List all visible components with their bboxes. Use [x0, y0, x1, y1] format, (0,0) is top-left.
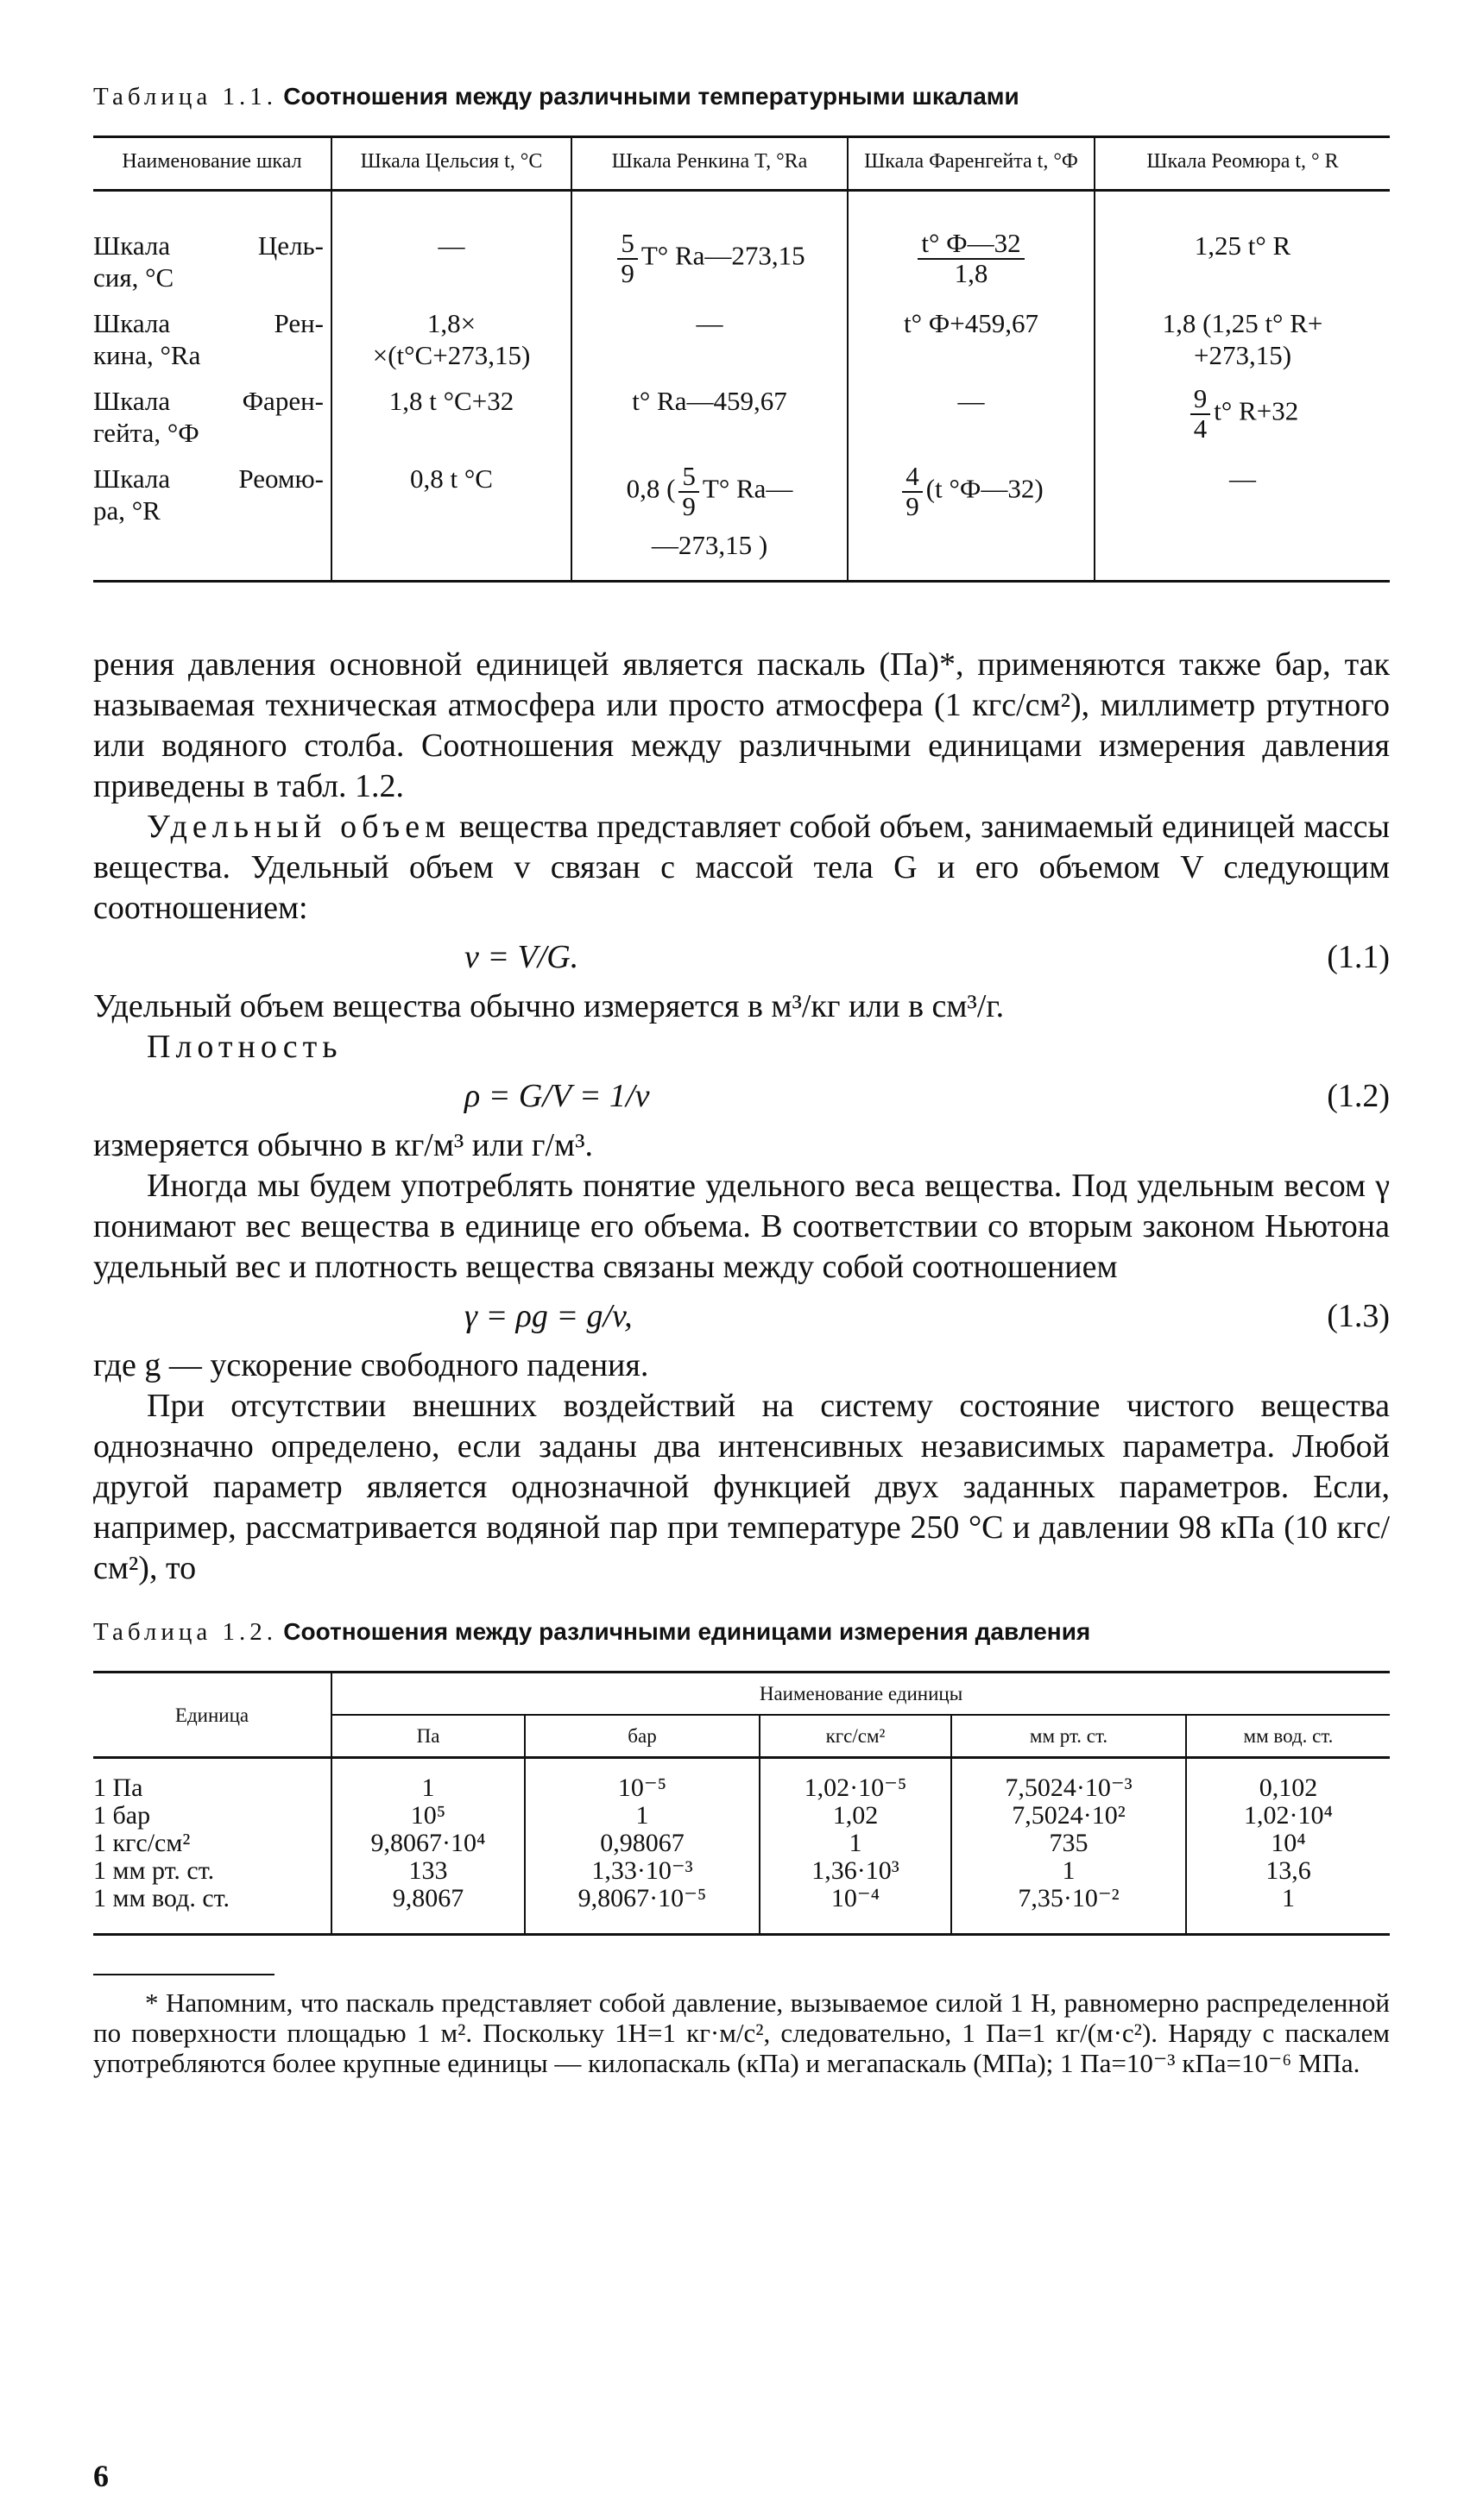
cell-text: (t °Ф—32) — [925, 473, 1044, 504]
numerator: 9 — [1190, 385, 1211, 415]
table-row — [93, 1802, 1390, 1830]
paragraph: Удельный объем вещества обычно измеряется в м³/кг или в см³/г. — [93, 988, 1005, 1025]
table-cell — [1095, 300, 1390, 378]
page — [93, 83, 1390, 2078]
row-name-line: сия, °С — [93, 262, 174, 293]
row-name — [93, 300, 331, 378]
paragraph: рения давления основной единицей является паскаль (Па)*, применяются также бар, так называемая техническая атмосфера или просто атмосфера (1 кгс/см²), миллиметр ртутного или водяного столба. Соотношения между различными единицами измерения давления приведены в табл. 1.2. — [93, 646, 1390, 805]
table-cell: 9,8067·10⁴ — [331, 1830, 525, 1857]
table-cell: 735 — [951, 1830, 1186, 1857]
table-cell: 7,5024·10⁻³ — [951, 1758, 1186, 1803]
table-cell: 10⁴ — [1186, 1830, 1390, 1857]
numerator: 5 — [617, 230, 638, 260]
cell-line — [579, 463, 840, 520]
row-unit: 1 Па — [93, 1773, 143, 1803]
numerator: 5 — [678, 463, 699, 493]
row-name-line: Шкала Рен- — [93, 308, 324, 338]
table-cell: 1,36·10³ — [760, 1857, 951, 1885]
table-cell: 133 — [331, 1857, 525, 1885]
table-row — [93, 1857, 1390, 1885]
footnote — [93, 1988, 1390, 2078]
cell-text: t° R+32 — [1214, 395, 1299, 426]
table-cell — [571, 456, 848, 582]
fraction — [678, 463, 699, 520]
table-cell: 1,33·10⁻³ — [525, 1857, 760, 1885]
cell-line: —273,15 ) — [651, 530, 768, 561]
table-cell: 1 — [1186, 1885, 1390, 1935]
cell-line: +273,15) — [1193, 340, 1292, 370]
table-cell: t° Ra—459,67 — [571, 378, 848, 456]
pressure-units-table — [93, 1671, 1390, 1936]
table-cell: — — [1095, 456, 1390, 582]
paragraph — [93, 1027, 1390, 1068]
row-unit: 1 мм рт. ст. — [93, 1856, 215, 1886]
equation-1-1 — [93, 937, 1390, 978]
row-name-line: гейта, °Ф — [93, 418, 199, 448]
table1-header-row — [93, 137, 1390, 191]
table-cell: 1 — [760, 1830, 951, 1857]
table-cell: 7,35·10⁻² — [951, 1885, 1186, 1935]
table2-column-header: Па — [331, 1715, 525, 1758]
table-row — [93, 1830, 1390, 1857]
table-cell: 1,8 t °C+32 — [331, 378, 571, 456]
paragraph: Иногда мы будем употреблять понятие удельного веса вещества. Под удельным весом γ понимают вес вещества в единице его объема. В соответствии со вторым законом Ньютона удельный вес и плотность вещества связаны между собой соотношением — [93, 1168, 1390, 1286]
table-cell: 9,8067·10⁻⁵ — [525, 1885, 760, 1935]
paragraph: При отсутствии внешних воздействий на систему состояние чистого вещества однозначно определено, если заданы два интенсивных независимых параметра. Любой другой параметр является однозначной функцией двух заданных параметров. Если, например, рассматривается водяной пар при температуре 250 °С и давлении 98 кПа (10 кгс/см²), то — [93, 1388, 1390, 1587]
table-row — [93, 191, 1390, 301]
table-cell — [1095, 378, 1390, 456]
table1-header: Шкала Цельсия t, °С — [331, 137, 571, 191]
table1-caption — [93, 83, 1390, 111]
equation: ρ = G/V = 1/v — [464, 1078, 650, 1115]
row-name-line: Шкала Фарен- — [93, 386, 324, 416]
table-cell: 1 — [951, 1857, 1186, 1885]
row-unit: 1 бар — [93, 1801, 151, 1830]
cell-line: 1,8× — [426, 308, 476, 338]
row-name — [93, 191, 331, 301]
footnote-text: * Напомним, что паскаль представляет собой давление, вызываемое силой 1 Н, равномерно распределенной по поверхности площадью 1 м². Поскольку 1Н=1 кг·м/с², следовательно, 1 Па=1 кг/(м·с²). Наряду с паскалем употребляются более крупные единицы — килопаскаль (кПа) и мегапаскаль (МПа); 1 Па=10⁻³ кПа=10⁻⁶ МПа. — [93, 1988, 1390, 2079]
cell-text: T° Ra—273,15 — [640, 240, 805, 271]
table2-title: Соотношения между различными единицами измерения давления — [283, 1618, 1091, 1646]
table-cell: 10⁻⁴ — [760, 1885, 951, 1935]
table1-title: Соотношения между различными температурными шкалами — [283, 83, 1019, 110]
temperature-scales-table — [93, 135, 1390, 583]
table1-header: Шкала Фаренгейта t, °Ф — [848, 137, 1095, 191]
table-cell: 13,6 — [1186, 1857, 1390, 1885]
table2-column-header: кгс/см² — [760, 1715, 951, 1758]
table2-header-row — [93, 1673, 1390, 1716]
table-cell: 0,8 t °С — [331, 456, 571, 582]
table1-header: Шкала Реомюра t, ° R — [1095, 137, 1390, 191]
denominator: 9 — [682, 490, 696, 521]
table-cell: 1,25 t° R — [1095, 191, 1390, 301]
equation-number: (1.1) — [1327, 939, 1390, 976]
table2-caption — [93, 1618, 1390, 1647]
numerator: 4 — [902, 463, 923, 493]
term-specific-volume: Удельный объем — [147, 809, 451, 846]
page-number: 6 — [93, 2459, 109, 2493]
table1-header: Наименование шкал — [93, 137, 331, 191]
table-cell: — — [848, 378, 1095, 456]
body-text — [93, 645, 1390, 1589]
cell-line: 1,8 (1,25 t° R+ — [1162, 308, 1323, 338]
footnote-divider — [93, 1974, 274, 1975]
table-cell: 1,02 — [760, 1802, 951, 1830]
row-name-line: Шкала Цель- — [93, 230, 324, 261]
table-row — [93, 378, 1390, 456]
equation: v = V/G. — [464, 939, 579, 976]
table-cell — [571, 191, 848, 301]
equation-1-3 — [93, 1296, 1390, 1337]
table-cell — [848, 456, 1095, 582]
row-unit: 1 мм вод. ст. — [93, 1884, 230, 1913]
row-name — [93, 378, 331, 456]
fraction — [1190, 385, 1211, 443]
table1-header: Шкала Ренкина T, °Ra — [571, 137, 848, 191]
table-row — [93, 1885, 1390, 1935]
row-name — [93, 456, 331, 582]
table-cell — [331, 300, 571, 378]
table-row — [93, 1758, 1390, 1803]
table-cell: 9,8067 — [331, 1885, 525, 1935]
table-cell: t° Ф+459,67 — [848, 300, 1095, 378]
cell-line: ×(t°C+273,15) — [372, 340, 531, 370]
fraction — [918, 230, 1024, 287]
paragraph — [93, 807, 1390, 929]
cell-text: T° Ra— — [702, 473, 793, 504]
table-cell: 1 — [331, 1758, 525, 1803]
table1-label: Таблица 1.1. — [93, 83, 278, 110]
table2-unit-header: Единица — [93, 1673, 331, 1758]
table-cell: 1,02·10⁴ — [1186, 1802, 1390, 1830]
table-cell: 1,02·10⁻⁵ — [760, 1758, 951, 1803]
paragraph: где g — ускорение свободного падения. — [93, 1347, 649, 1384]
row-name-line: ра, °R — [93, 495, 161, 526]
table-cell: 10⁻⁵ — [525, 1758, 760, 1803]
fraction — [902, 463, 923, 520]
row-name-line: кина, °Ra — [93, 340, 201, 370]
table2-group-header: Наименование единицы — [331, 1673, 1390, 1716]
table-cell: 7,5024·10² — [951, 1802, 1186, 1830]
paragraph-text: вещества представляет собой объем, занимаемый единицей массы вещества. Удельный объем v связан с массой тела G и его объемом V следующим соотношением: — [93, 809, 1390, 927]
table2-label: Таблица 1.2. — [93, 1618, 278, 1647]
table2-column-header: бар — [525, 1715, 760, 1758]
table-cell: 10⁵ — [331, 1802, 525, 1830]
cell-text: 0,8 ( — [626, 473, 676, 504]
table-cell: 1 — [525, 1802, 760, 1830]
denominator: 4 — [1193, 413, 1208, 444]
term-density: Плотность — [147, 1029, 343, 1066]
numerator: t° Ф—32 — [918, 230, 1024, 260]
paragraph: измеряется обычно в кг/м³ или г/м³. — [93, 1127, 593, 1164]
table-cell: — — [571, 300, 848, 378]
equation-number: (1.2) — [1327, 1078, 1390, 1115]
table-cell: 0,102 — [1186, 1758, 1390, 1803]
row-unit: 1 кгс/см² — [93, 1829, 191, 1858]
denominator: 9 — [906, 490, 919, 521]
table2-column-header: мм вод. ст. — [1186, 1715, 1390, 1758]
table-cell — [848, 191, 1095, 301]
table2-column-header: мм рт. ст. — [951, 1715, 1186, 1758]
table-cell: 0,98067 — [525, 1830, 760, 1857]
table-row — [93, 300, 1390, 378]
denominator: 1,8 — [954, 257, 988, 288]
denominator: 9 — [621, 257, 634, 288]
equation: γ = ρg = g/v, — [464, 1298, 633, 1335]
row-name-line: Шкала Реомю- — [93, 463, 324, 494]
fraction — [617, 230, 638, 287]
equation-1-2 — [93, 1076, 1390, 1117]
equation-number: (1.3) — [1327, 1298, 1390, 1335]
table-cell: — — [331, 191, 571, 301]
table-row — [93, 456, 1390, 582]
